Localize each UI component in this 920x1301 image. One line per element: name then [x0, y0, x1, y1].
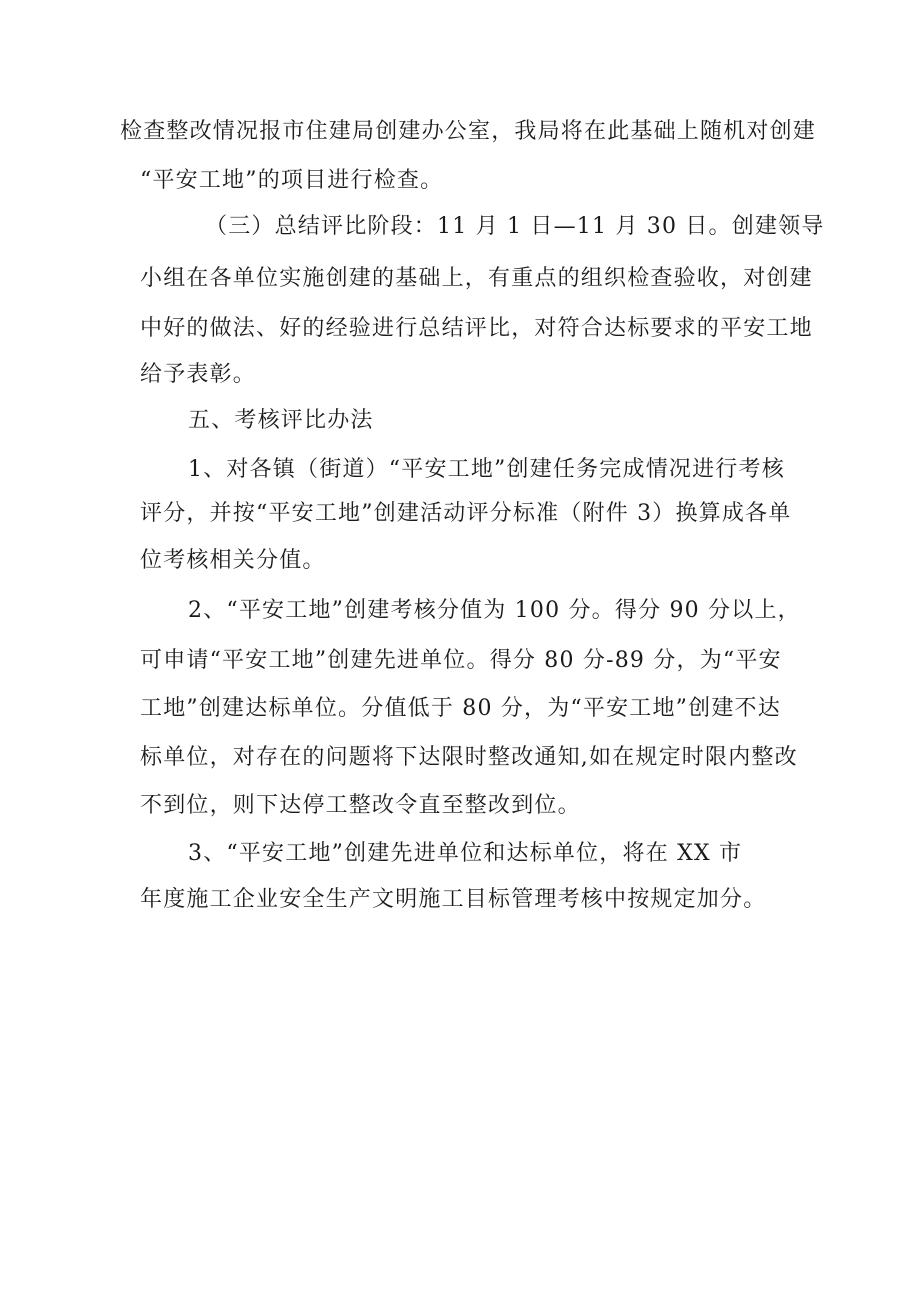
text-line: 位考核相关分值。: [140, 548, 326, 573]
text-line: “平安工地”的项目进行检查。: [140, 168, 444, 193]
text-line: 检查整改情况报市住建局创建办公室，我局将在此基础上随机对创建: [120, 119, 817, 144]
text-line: （三）总结评比阶段：11 月 1 日—11 月 30 日。创建领导: [205, 214, 825, 239]
text-line: 中好的做法、好的经验进行总结评比，对符合达标要求的平安工地: [140, 316, 813, 341]
text-line: 2、“平安工地”创建考核分值为 100 分。得分 90 分以上，: [188, 598, 801, 623]
text-line: 1、对各镇（街道）“平安工地”创建任务完成情况进行考核: [188, 457, 785, 482]
section-heading: 五、考核评比办法: [188, 408, 374, 433]
text-line: 评分，并按“平安工地”创建活动评分标准（附件 3）换算成各单: [140, 501, 792, 526]
text-line: 不到位，则下达停工整改令直至整改到位。: [140, 793, 581, 818]
text-line: 年度施工企业安全生产文明施工目标管理考核中按规定加分。: [140, 887, 767, 912]
text-line: 小组在各单位实施创建的基础上，有重点的组织检查验收，对创建: [140, 266, 813, 291]
text-line: 给予表彰。: [140, 362, 257, 387]
text-line: 标单位，对存在的问题将下达限时整改通知,如在规定时限内整改: [140, 745, 798, 770]
text-line: 工地”创建达标单位。分值低于 80 分，为“平安工地”创建不达: [140, 696, 781, 721]
text-line: 可申请“平安工地”创建先进单位。得分 80 分-89 分，为“平安: [140, 648, 782, 673]
text-line: 3、“平安工地”创建先进单位和达标单位，将在 XX 市: [188, 841, 743, 866]
